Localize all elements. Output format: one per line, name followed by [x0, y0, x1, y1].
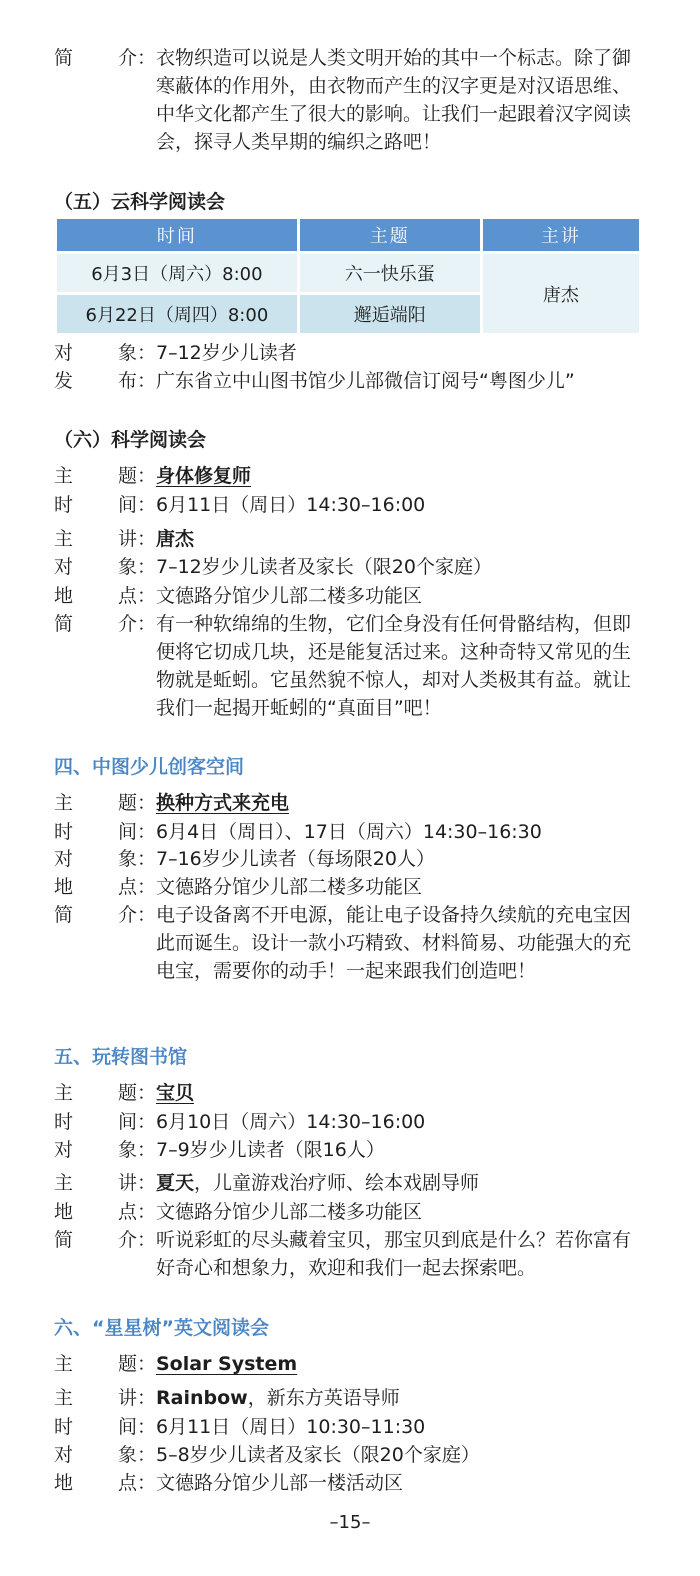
section-heading-library-fun: 五、玩转图书馆	[54, 1046, 188, 1068]
section-heading-science-reading: （六）科学阅读会	[54, 429, 207, 451]
library-intro: 简 介 ： 听说彩虹的尽头藏着宝贝，那宝贝到底是什么？若你富有好奇心和想象力，欢迎和我们一起去探索吧。	[54, 1226, 654, 1282]
field-label: 简 介 ：	[54, 44, 156, 156]
star-time: 时 间 ： 6月11日（周日）10:30–11:30	[54, 1413, 654, 1441]
maker-topic: 主 题 ： 换种方式来充电	[54, 789, 654, 817]
science-topic: 主 题 ： 身体修复师	[54, 462, 654, 490]
library-topic: 主 题 ： 宝贝	[54, 1079, 654, 1107]
maker-audience: 对 象 ： 7–16岁少儿读者（每场限20人）	[54, 845, 654, 873]
intro-top	[54, 44, 654, 156]
star-speaker: 主 讲 ： Rainbow，新东方英语导师	[54, 1384, 654, 1412]
section-heading-maker-space: 四、中图少儿创客空间	[54, 756, 245, 778]
page-number: –15–	[329, 1512, 371, 1533]
science-speaker: 主 讲 ： 唐杰	[54, 525, 654, 553]
schedule-table	[54, 219, 642, 333]
star-topic: 主 题 ： Solar System	[54, 1350, 654, 1378]
table-cell-speaker: 唐杰	[483, 251, 639, 333]
science-place: 地 点 ： 文德路分馆少儿部二楼多功能区	[54, 582, 654, 610]
section-heading-star-tree: 六、“星星树”英文阅读会	[54, 1317, 269, 1339]
cloud-audience: 对 象 ： 7–12岁少儿读者	[54, 339, 654, 367]
table-header-time: 时间	[57, 219, 297, 251]
maker-intro: 简 介 ： 电子设备离不开电源，能让电子设备持久续航的充电宝因此而诞生。设计一款小巧精致、材料简易、功能强大的充电宝，需要你的动手！一起来跟我们创造吧！	[54, 901, 654, 985]
section-heading-cloud-science: （五）云科学阅读会	[54, 191, 226, 213]
table-cell-topic: 邂逅端阳	[300, 292, 480, 333]
star-audience: 对 象 ： 5–8岁少儿读者及家长（限20个家庭）	[54, 1441, 654, 1469]
table-cell-time: 6月22日（周四）8:00	[57, 292, 297, 333]
field-value: 衣物织造可以说是人类文明开始的其中一个标志。除了御寒蔽体的作用外，由衣物而产生的汉字更是对汉语思维、中华文化都产生了很大的影响。让我们一起跟着汉字阅读会，探寻人类早期的编织之路吧！	[156, 47, 632, 153]
library-speaker: 主 讲 ： 夏天，儿童游戏治疗师、绘本戏剧导师	[54, 1169, 654, 1197]
science-intro: 简 介 ： 有一种软绵绵的生物，它们全身没有任何骨骼结构，但即便将它切成几块，还是能复活过来。这种奇特又常见的生物就是蚯蚓。它虽然貌不惊人，却对人类极其有益。就让我们一起揭开蚯蚓的“真面目”吧！	[54, 610, 654, 722]
table-cell-topic: 六一快乐蛋	[300, 251, 480, 292]
table-header-topic: 主题	[300, 219, 480, 251]
maker-place: 地 点 ： 文德路分馆少儿部二楼多功能区	[54, 873, 654, 901]
library-time: 时 间 ： 6月10日（周六）14:30–16:00	[54, 1108, 654, 1136]
table-cell-time: 6月3日（周六）8:00	[57, 251, 297, 292]
table-row	[57, 251, 639, 292]
library-place: 地 点 ： 文德路分馆少儿部二楼多功能区	[54, 1198, 654, 1226]
science-time: 时 间 ： 6月11日（周日）14:30–16:00	[54, 491, 654, 519]
maker-time: 时 间 ： 6月4日（周日）、17日（周六）14:30–16:30	[54, 818, 654, 846]
cloud-publish: 发 布 ： 广东省立中山图书馆少儿部微信订阅号“粤图少儿”	[54, 367, 654, 395]
table-header-speaker: 主讲	[483, 219, 639, 251]
science-audience: 对 象 ： 7–12岁少儿读者及家长（限20个家庭）	[54, 553, 654, 581]
star-place: 地 点 ： 文德路分馆少儿部一楼活动区	[54, 1469, 654, 1497]
library-audience: 对 象 ： 7–9岁少儿读者（限16人）	[54, 1136, 654, 1164]
